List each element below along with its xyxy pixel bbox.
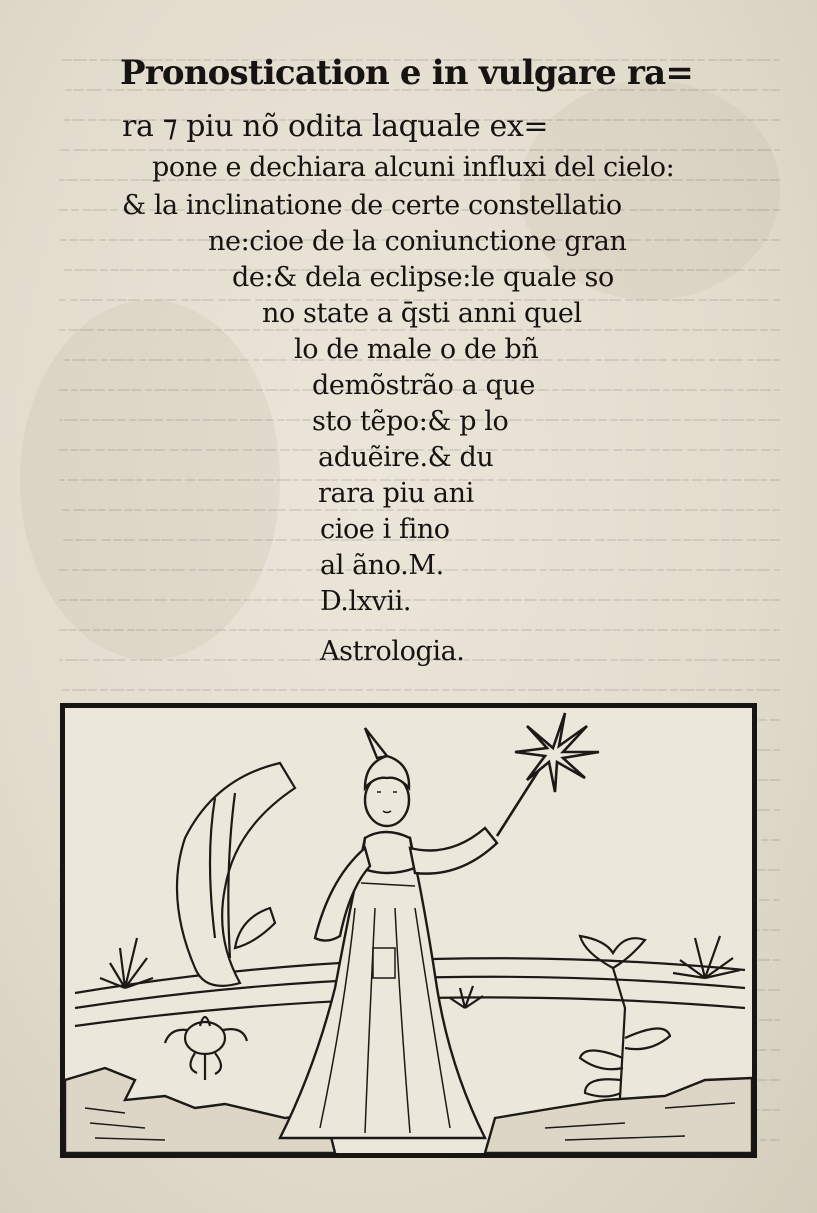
astrologia-figure bbox=[280, 728, 497, 1138]
title-line-9: demõstrão a que bbox=[312, 370, 535, 401]
title-line-4: & la inclinatione de certe constellatio bbox=[122, 190, 622, 221]
title-line-6: de:& dela eclipse:le quale so bbox=[232, 262, 614, 293]
eight-pointed-star-icon bbox=[497, 713, 599, 836]
title-line-3: pone e dechiara alcuni influxi del cielo: bbox=[152, 152, 675, 183]
flower-left-icon bbox=[165, 1017, 247, 1080]
title-line-5: ne:cioe de la coniunctione gran bbox=[208, 226, 627, 257]
plant-left-icon bbox=[100, 938, 153, 988]
astrologia-woodcut bbox=[65, 708, 752, 1153]
title-line-10: sto tẽpo:& p lo bbox=[312, 406, 509, 437]
plant-right-icon bbox=[673, 936, 740, 978]
woodcut-illustration bbox=[60, 703, 757, 1158]
title-line-2: ra ⁊ piu nõ odita laquale ex= bbox=[122, 109, 549, 144]
title-line-15: D.lxvii. bbox=[320, 586, 412, 617]
flowing-banner bbox=[177, 763, 295, 986]
title-line-16: Astrologia. bbox=[320, 636, 465, 667]
title-line-11: aduẽire.& du bbox=[318, 442, 494, 473]
title-line-8: lo de male o de bñ bbox=[294, 334, 539, 365]
title-line-13: cioe i fino bbox=[320, 514, 450, 545]
title-line-12: rara piu ani bbox=[318, 478, 474, 509]
title-line-14: al ãno.M. bbox=[320, 550, 444, 581]
title-line-7: no state a q̄sti anni quel bbox=[262, 298, 582, 329]
title-line-1: Pronostication e in vulgare ra= bbox=[120, 53, 694, 93]
